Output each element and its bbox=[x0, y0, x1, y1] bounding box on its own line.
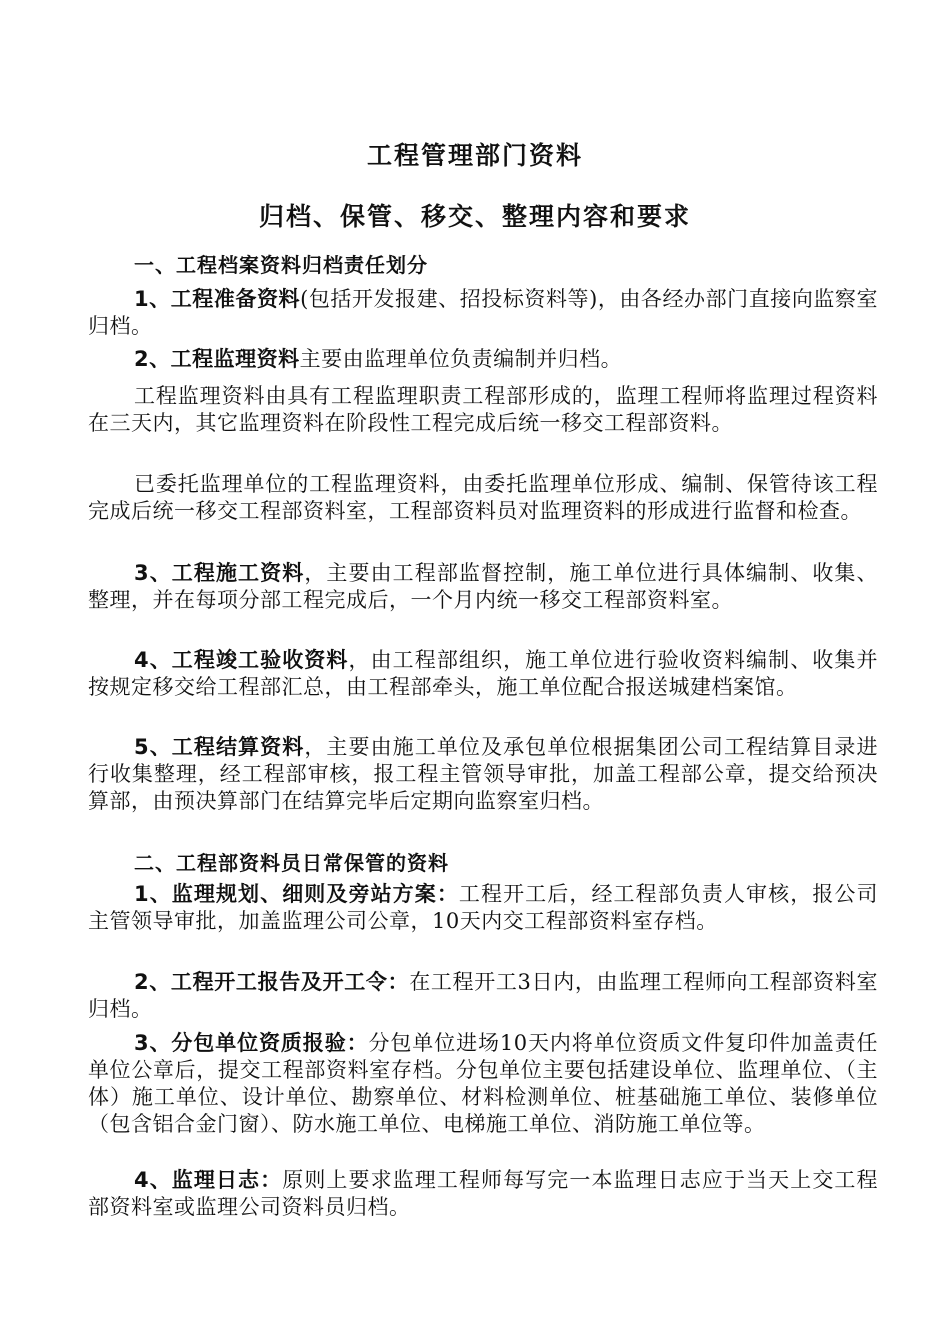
document-title: 工程管理部门资料 bbox=[366, 141, 583, 170]
paragraph-text: 工程开工后，经工程部负责人审核，报公司主管领导审批，加盖监理公司公章，10天内交工程部资料室存档。 bbox=[88, 882, 878, 933]
paragraph-lead: 3、分包单位资质报验： bbox=[134, 1031, 369, 1055]
paragraph-supervision-detail bbox=[88, 383, 878, 437]
paragraph-lead: 4、工程竣工验收资料 bbox=[134, 648, 349, 672]
paragraph-text: ，主要由施工单位及承包单位根据集团公司工程结算目录进行收集整理，经工程部审核，报工程主管领导审批，加盖工程部公章，提交给预决算部，由预决算部门在结算完毕后定期向监察室归档。 bbox=[88, 735, 878, 813]
paragraph-lead: 3、工程施工资料 bbox=[134, 561, 305, 585]
paragraph-text: 在工程开工3日内，由监理工程师向工程部资料室归档。 bbox=[88, 970, 879, 1021]
paragraph-text: 工程监理资料由具有工程监理职责工程部形成的，监理工程师将监理过程资料在三天内，其它监理资料在阶段性工程完成后统一移交工程部资料。 bbox=[88, 384, 878, 435]
paragraph-settlement bbox=[88, 734, 878, 815]
paragraph-text: 已委托监理单位的工程监理资料，由委托监理单位形成、编制、保管待该工程完成后统一移交工程部资料室，工程部资料员对监理资料的形成进行监督和检查。 bbox=[88, 472, 878, 523]
paragraph-lead: 5、工程结算资料 bbox=[134, 735, 305, 759]
paragraph-supervision-log bbox=[88, 1167, 878, 1221]
paragraph-lead: 4、监理日志： bbox=[134, 1168, 283, 1192]
section-heading-2: 二、工程部资料员日常保管的资料 bbox=[134, 851, 449, 875]
paragraph-entrusted-supervision bbox=[88, 471, 878, 525]
paragraph-supervision-plan bbox=[88, 881, 878, 935]
paragraph-text: (包括开发报建、招投标资料等)，由各经办部门直接向监察室归档。 bbox=[88, 287, 878, 338]
section-heading-1: 一、工程档案资料归档责任划分 bbox=[134, 253, 428, 277]
paragraph-lead: 1、监理规划、细则及旁站方案： bbox=[134, 882, 459, 906]
document-subtitle: 归档、保管、移交、整理内容和要求 bbox=[258, 202, 691, 231]
paragraph-subcontractor-qualification bbox=[88, 1030, 878, 1138]
paragraph-start-report bbox=[88, 969, 878, 1023]
paragraph-lead: 2、工程开工报告及开工令： bbox=[134, 970, 410, 994]
paragraph-text: 分包单位进场10天内将单位资质文件复印件加盖责任单位公章后，提交工程部资料室存档。分包单位主要包括建设单位、监理单位、（主体）施工单位、设计单位、勘察单位、材料检测单位、桩基础施工单位、装修单位（包含铝合金门窗）、防水施工单位、电梯施工单位、消防施工单位等。 bbox=[88, 1031, 878, 1136]
paragraph-text: 主要由监理单位负责编制并归档。 bbox=[299, 347, 623, 371]
paragraph-lead: 2、工程监理资料 bbox=[134, 347, 300, 371]
paragraph-text: 原则上要求监理工程师每写完一本监理日志应于当天上交工程部资料室或监理公司资料员归档。 bbox=[88, 1168, 878, 1219]
paragraph-supervision bbox=[88, 346, 878, 373]
paragraph-text: ，由工程部组织，施工单位进行验收资料编制、收集并按规定移交给工程部汇总，由工程部牵头，施工单位配合报送城建档案馆。 bbox=[88, 648, 878, 699]
paragraph-completion-acceptance bbox=[88, 647, 878, 701]
paragraph-preparation bbox=[88, 286, 878, 340]
paragraph-text: ，主要由工程部监督控制，施工单位进行具体编制、收集、整理，并在每项分部工程完成后，一个月内统一移交工程部资料室。 bbox=[88, 561, 878, 612]
paragraph-construction bbox=[88, 560, 878, 614]
paragraph-lead: 1、工程准备资料 bbox=[134, 287, 301, 311]
